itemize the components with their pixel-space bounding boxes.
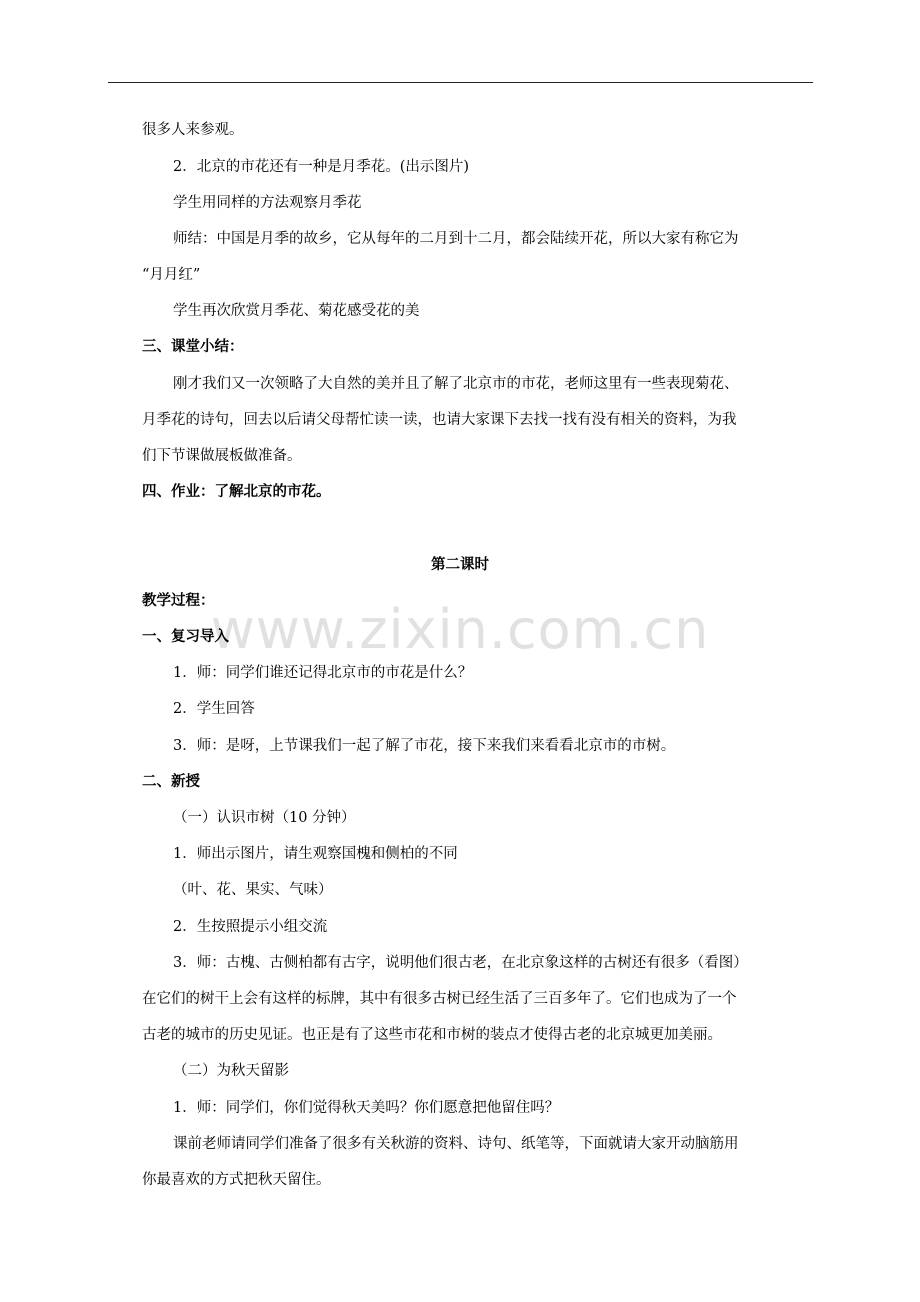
text-line: 3．师：古槐、古侧柏都有古字，说明他们很古老，在北京象这样的古树还有很多（看图） [173, 955, 748, 971]
text-line: 师结：中国是月季的故乡，它从每年的二月到十二月，都会陆续开花，所以大家有称它为 [173, 231, 739, 247]
text-line: 学生再次欣赏月季花、菊花感受花的美 [173, 303, 420, 319]
text-line: “月月红” [142, 267, 201, 283]
text-line: （叶、花、果实、气味） [173, 882, 333, 898]
section-heading: 四、作业：了解北京的市花。 [142, 484, 331, 500]
text-line: 古老的城市的历史见证。也正是有了这些市花和市树的装点才使得古老的北京城更加美丽。 [142, 1027, 722, 1043]
text-line: 学生用同样的方法观察月季花 [173, 195, 362, 211]
text-line: 刚才我们又一次领略了大自然的美并且了解了北京市的市花，老师这里有一些表现菊花、 [173, 376, 739, 392]
text-line: 2．学生回答 [173, 701, 255, 717]
header-rule [108, 82, 813, 83]
watermark: www.zixin.com.cn [210, 598, 710, 661]
text-line: 3．师：是呀，上节课我们一起了解了市花，接下来我们来看看北京市的市树。 [173, 738, 676, 754]
section-heading: 教学过程： [142, 593, 215, 609]
text-line: 1．师：同学们谁还记得北京市的市花是什么？ [173, 665, 473, 681]
text-line: 月季花的诗句，回去以后请父母帮忙读一读，也请大家课下去找一找有没有相关的资料，为我 [142, 412, 737, 428]
section-heading: 三、课堂小结： [142, 339, 244, 355]
text-line: 你最喜欢的方式把秋天留住。 [142, 1172, 331, 1188]
section-heading: 二、新授 [142, 774, 200, 790]
text-line: 很多人来参观。 [142, 122, 244, 138]
text-line: 课前老师请同学们准备了很多有关秋游的资料、诗句、纸笔等，下面就请大家开动脑筋用 [173, 1136, 739, 1152]
text-line: （一）认识市树（10 分钟） [173, 810, 356, 826]
section-heading: 一、复习导入 [142, 629, 229, 645]
text-line: 2．生按照提示小组交流 [173, 919, 328, 935]
text-line: 2．北京的市花还有一种是月季花。(出示图片) [173, 159, 470, 175]
lesson-title: 第二课时 [431, 557, 489, 573]
text-line: 在它们的树干上会有这样的标牌，其中有很多古树已经生活了三百多年了。它们也成为了一个 [142, 991, 737, 1007]
text-line: 们下节课做展板做准备。 [142, 448, 302, 464]
text-line: 1．师：同学们，你们觉得秋天美吗？你们愿意把他留住吗？ [173, 1100, 560, 1116]
text-line: 1．师出示图片，请生观察国槐和侧柏的不同 [173, 846, 458, 862]
text-line: （二）为秋天留影 [173, 1063, 289, 1079]
